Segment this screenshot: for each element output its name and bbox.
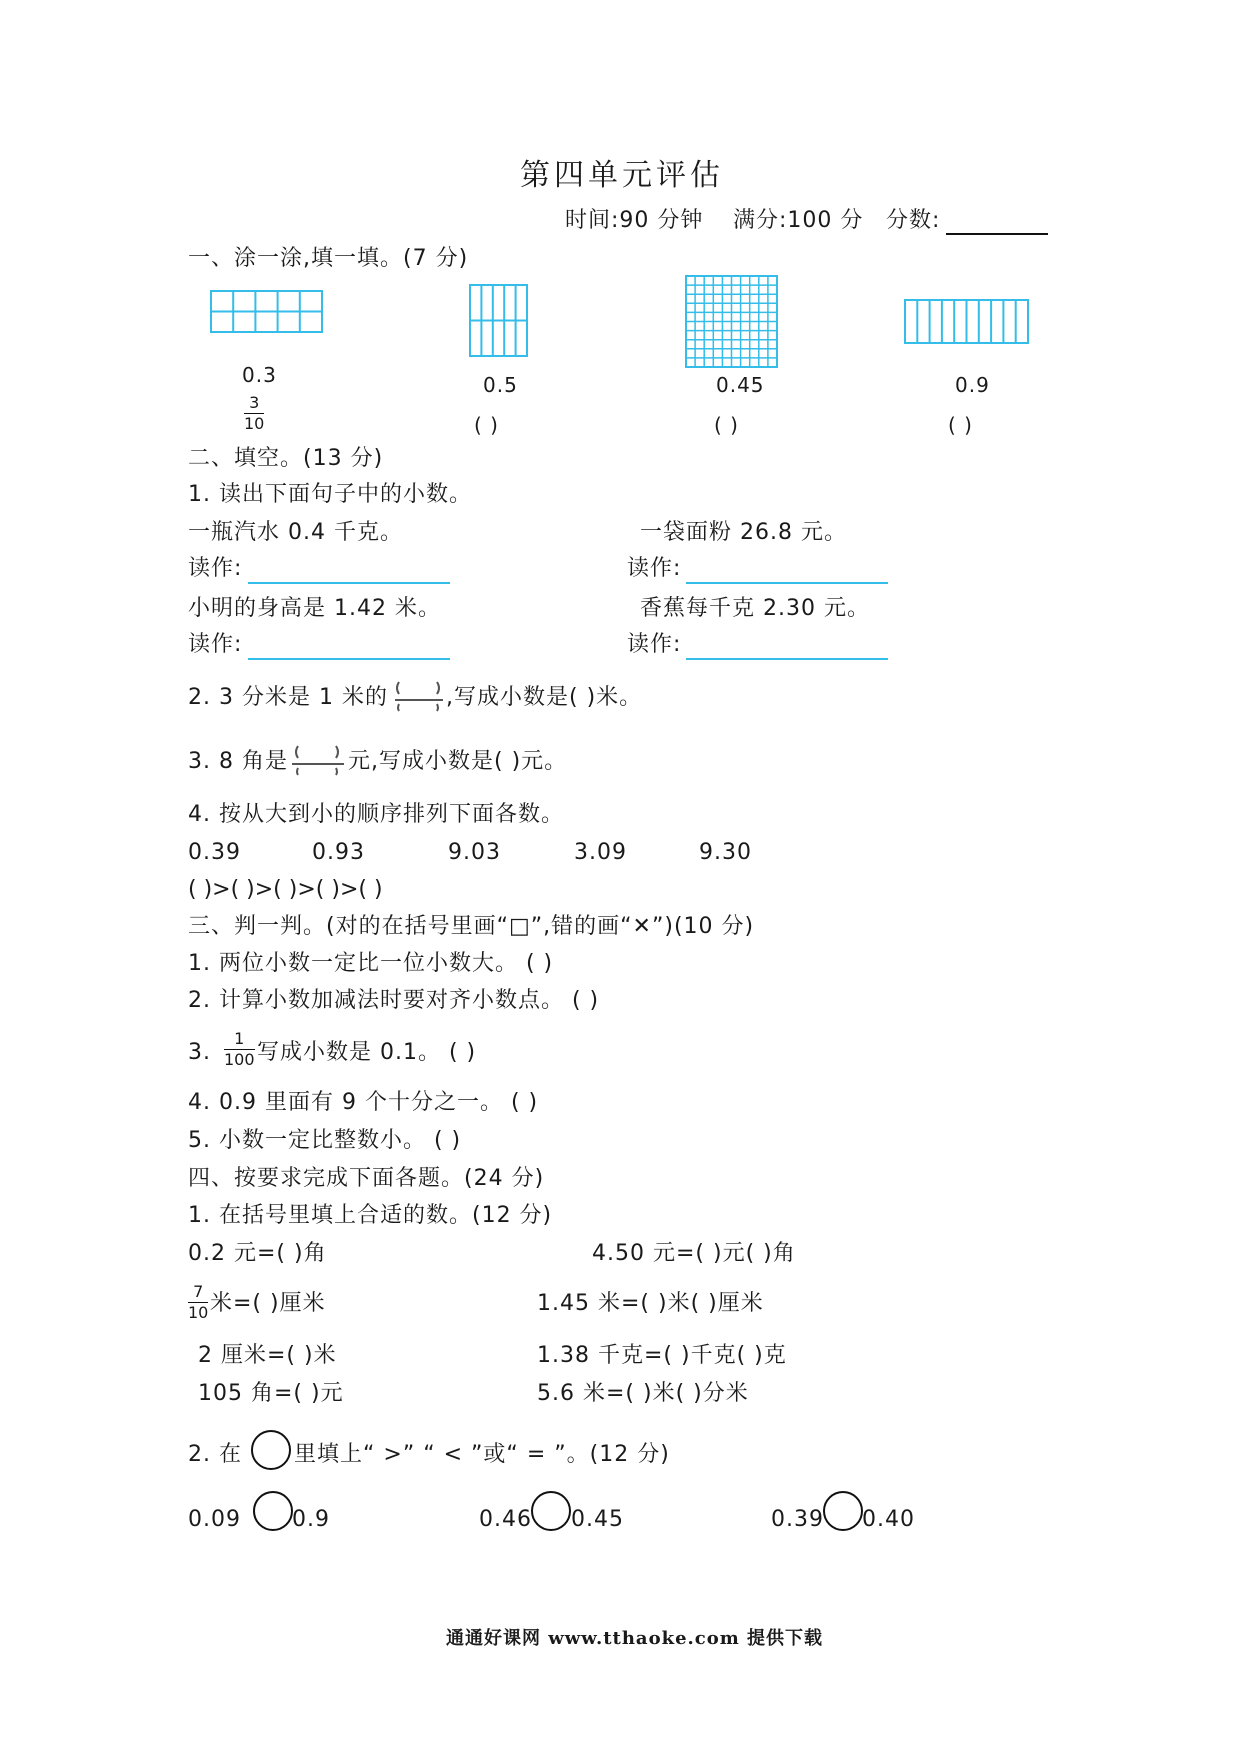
judge-item-3-fraction [224, 1030, 255, 1069]
compare-3-left: 0.39 [771, 1507, 824, 1532]
number-3: 9.03 [448, 840, 501, 865]
grid3-value: 0.45 [716, 373, 765, 397]
read-answer-1[interactable] [248, 582, 450, 584]
compare-3-right: 0.40 [862, 1507, 915, 1532]
conversion-3[interactable]: 米=( )厘米 [210, 1291, 326, 1316]
conversion-fraction-denominator: 10 [188, 1303, 209, 1322]
q2-1-prompt: 1. 读出下面句子中的小数。 [188, 482, 472, 507]
order-answer-line[interactable]: ( )>( )>( )>( )>( ) [188, 877, 383, 902]
conversion-8[interactable]: 5.6 米=( )米( )分米 [537, 1381, 749, 1406]
grid-tenths-2 [469, 284, 529, 358]
q2-1-sentence-3: 小明的身高是 1.42 米。 [188, 596, 441, 621]
read-label-1: 读作: [188, 556, 243, 581]
number-5: 9.30 [699, 840, 752, 865]
judge-item-1[interactable]: 1. 两位小数一定比一位小数大。 ( ) [188, 951, 554, 976]
conversion-3-fraction [188, 1283, 208, 1322]
q4-1-prompt: 1. 在括号里填上合适的数。(12 分) [188, 1203, 553, 1228]
grid4-value: 0.9 [955, 373, 990, 397]
grid1-value: 0.3 [242, 363, 277, 387]
judge-fraction-numerator: 1 [234, 1029, 245, 1048]
q2-4-prompt: 4. 按从大到小的顺序排列下面各数。 [188, 802, 564, 827]
conversion-5[interactable]: 2 厘米=( )米 [198, 1343, 337, 1368]
judge-item-4[interactable]: 4. 0.9 里面有 9 个十分之一。 ( ) [188, 1090, 539, 1115]
fraction-blank-2[interactable] [290, 742, 346, 776]
grid1-fraction [244, 394, 264, 433]
section1-heading: 一、涂一涂,填一填。(7 分) [188, 246, 469, 271]
grid4-answer[interactable]: ( ) [948, 413, 973, 437]
judge-item-2[interactable]: 2. 计算小数加减法时要对齐小数点。 ( ) [188, 988, 600, 1013]
read-label-4: 读作: [627, 632, 682, 657]
q2-1-sentence-4: 香蕉每千克 2.30 元。 [640, 596, 870, 621]
compare-circle-icon [251, 1430, 291, 1470]
section3-heading: 三、判一判。(对的在括号里画“□”,错的画“✕”)(10 分) [188, 914, 755, 939]
compare-1-right: 0.9 [292, 1507, 330, 1532]
read-label-2: 读作: [627, 556, 682, 581]
grid2-value: 0.5 [483, 373, 518, 397]
section4-heading: 四、按要求完成下面各题。(24 分) [188, 1166, 545, 1191]
grid-tenths-3 [904, 299, 1030, 345]
grid2-answer[interactable]: ( ) [474, 413, 499, 437]
q2-3-suffix: 元,写成小数是( )元。 [348, 749, 568, 774]
conversion-1[interactable]: 0.2 元=( )角 [188, 1241, 327, 1266]
footer-credit: 通通好课网 www.tthaoke.com 提供下载 [446, 1628, 824, 1649]
grid-hundredths [685, 275, 779, 369]
compare-2-left: 0.46 [479, 1507, 532, 1532]
fraction-blank-1[interactable] [393, 678, 445, 712]
q4-2-suffix: 里填上“ >” “ < ”或“ = ”。(12 分) [294, 1442, 670, 1467]
section2-heading: 二、填空。(13 分) [188, 446, 384, 471]
full-score-label: 满分:100 分 [733, 208, 864, 233]
read-answer-3[interactable] [248, 658, 450, 660]
conversion-6[interactable]: 1.38 千克=( )千克( )克 [537, 1343, 787, 1368]
grid1-fraction-denominator: 10 [244, 414, 265, 433]
judge-item-3-prefix: 3. [188, 1040, 211, 1065]
compare-1-left: 0.09 [188, 1507, 241, 1532]
q2-1-sentence-1: 一瓶汽水 0.4 千克。 [188, 520, 403, 545]
conversion-fraction-numerator: 7 [193, 1282, 204, 1301]
number-1: 0.39 [188, 840, 241, 865]
score-label: 分数: [886, 208, 941, 233]
number-4: 3.09 [574, 840, 627, 865]
grid-tenths-1 [210, 290, 324, 334]
read-answer-2[interactable] [686, 582, 888, 584]
compare-3-circle[interactable] [823, 1491, 863, 1531]
grid1-fraction-numerator: 3 [249, 393, 260, 412]
q2-2-prefix: 2. 3 分米是 1 米的 [188, 685, 388, 710]
judge-item-5[interactable]: 5. 小数一定比整数小。 ( ) [188, 1128, 462, 1153]
time-label: 时间:90 分钟 [565, 208, 704, 233]
judge-item-3[interactable]: 写成小数是 0.1。 ( ) [257, 1040, 477, 1065]
number-2: 0.93 [312, 840, 365, 865]
page-title: 第四单元评估 [520, 158, 724, 193]
q2-1-sentence-2: 一袋面粉 26.8 元。 [640, 520, 847, 545]
conversion-2[interactable]: 4.50 元=( )元( )角 [592, 1241, 796, 1266]
read-answer-4[interactable] [686, 658, 888, 660]
read-label-3: 读作: [188, 632, 243, 657]
score-blank[interactable] [946, 233, 1048, 235]
conversion-4[interactable]: 1.45 米=( )米( )厘米 [537, 1291, 764, 1316]
judge-fraction-denominator: 100 [224, 1050, 255, 1069]
grid3-answer[interactable]: ( ) [714, 413, 739, 437]
compare-2-right: 0.45 [571, 1507, 624, 1532]
conversion-7[interactable]: 105 角=( )元 [198, 1381, 344, 1406]
q4-2-prefix: 2. 在 [188, 1442, 242, 1467]
compare-2-circle[interactable] [531, 1491, 571, 1531]
compare-1-circle[interactable] [253, 1491, 293, 1531]
q2-2-suffix: ,写成小数是( )米。 [446, 685, 643, 710]
q2-3-prefix: 3. 8 角是 [188, 749, 288, 774]
